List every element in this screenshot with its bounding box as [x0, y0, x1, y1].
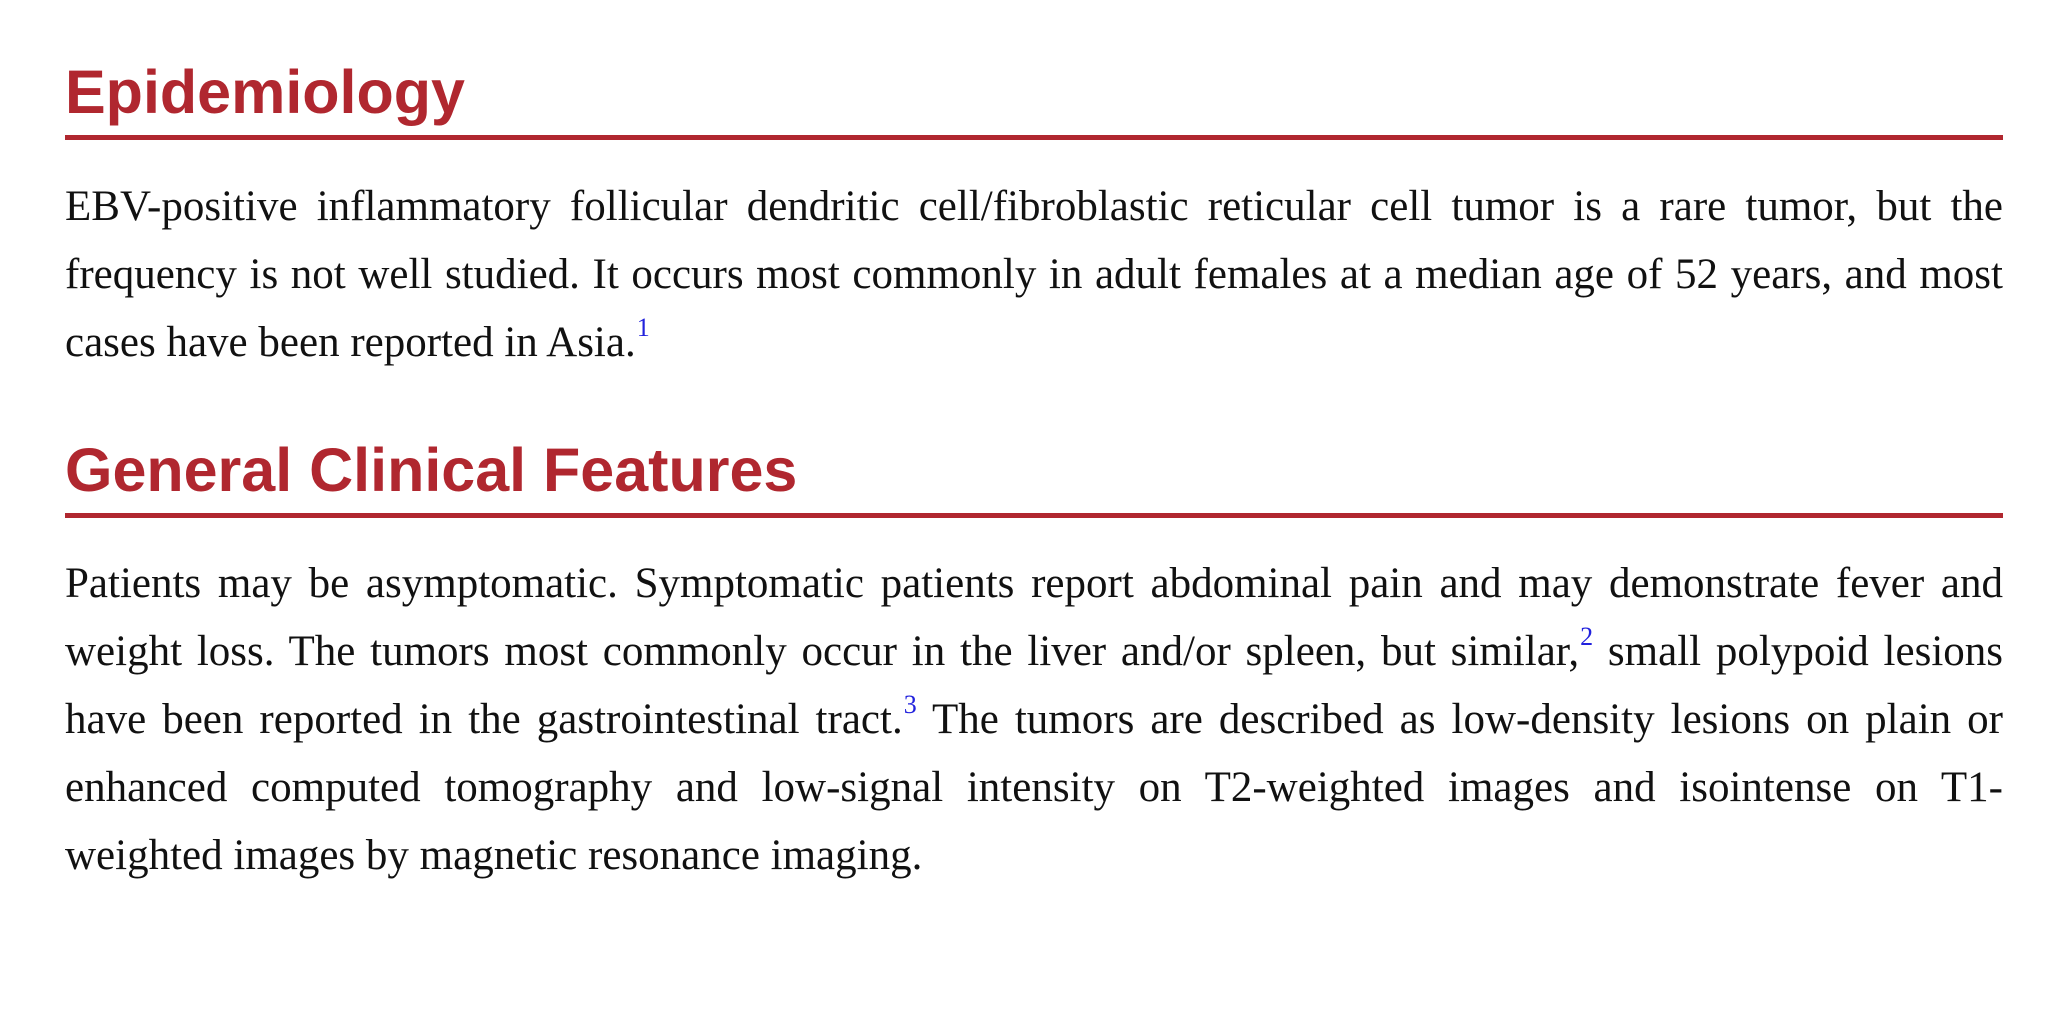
- paragraph-text: EBV-positive inflammatory follicular dendritic cell/fibroblastic reticular cell tumor is a rare tumor, but the frequency is not well studied. It occurs most commonly in adult females at a median age of 52 years, and most cases have been reported in Asia.: [65, 183, 2003, 366]
- document-page: [65, 0, 2003, 890]
- reference-link-1[interactable]: 1: [636, 313, 650, 342]
- paragraph-epidemiology: [65, 173, 2003, 377]
- reference-link-2[interactable]: 2: [1580, 622, 1594, 651]
- paragraph-text: The tumors are described as low-density lesions on plain or enhanced computed tomography and low-signal intensity on T2-weighted images and isointense on T1-weighted images by magnetic resonance imaging.: [65, 696, 2003, 879]
- paragraph-general-clinical-features: [65, 550, 2003, 890]
- reference-link-3[interactable]: 3: [903, 690, 917, 719]
- section-heading-epidemiology: Epidemiology: [65, 62, 2003, 140]
- paragraph-text: Patients may be asymptomatic. Symptomatic patients report abdominal pain and may demonstrate fever and weight loss. The tumors most commonly occur in the liver and/or spleen, but similar,: [65, 560, 2003, 675]
- paragraph-text: small polypoid lesions have been reported in the gastrointestinal tract.: [65, 628, 2004, 743]
- section-heading-general-clinical-features: General Clinical Features: [65, 440, 2003, 518]
